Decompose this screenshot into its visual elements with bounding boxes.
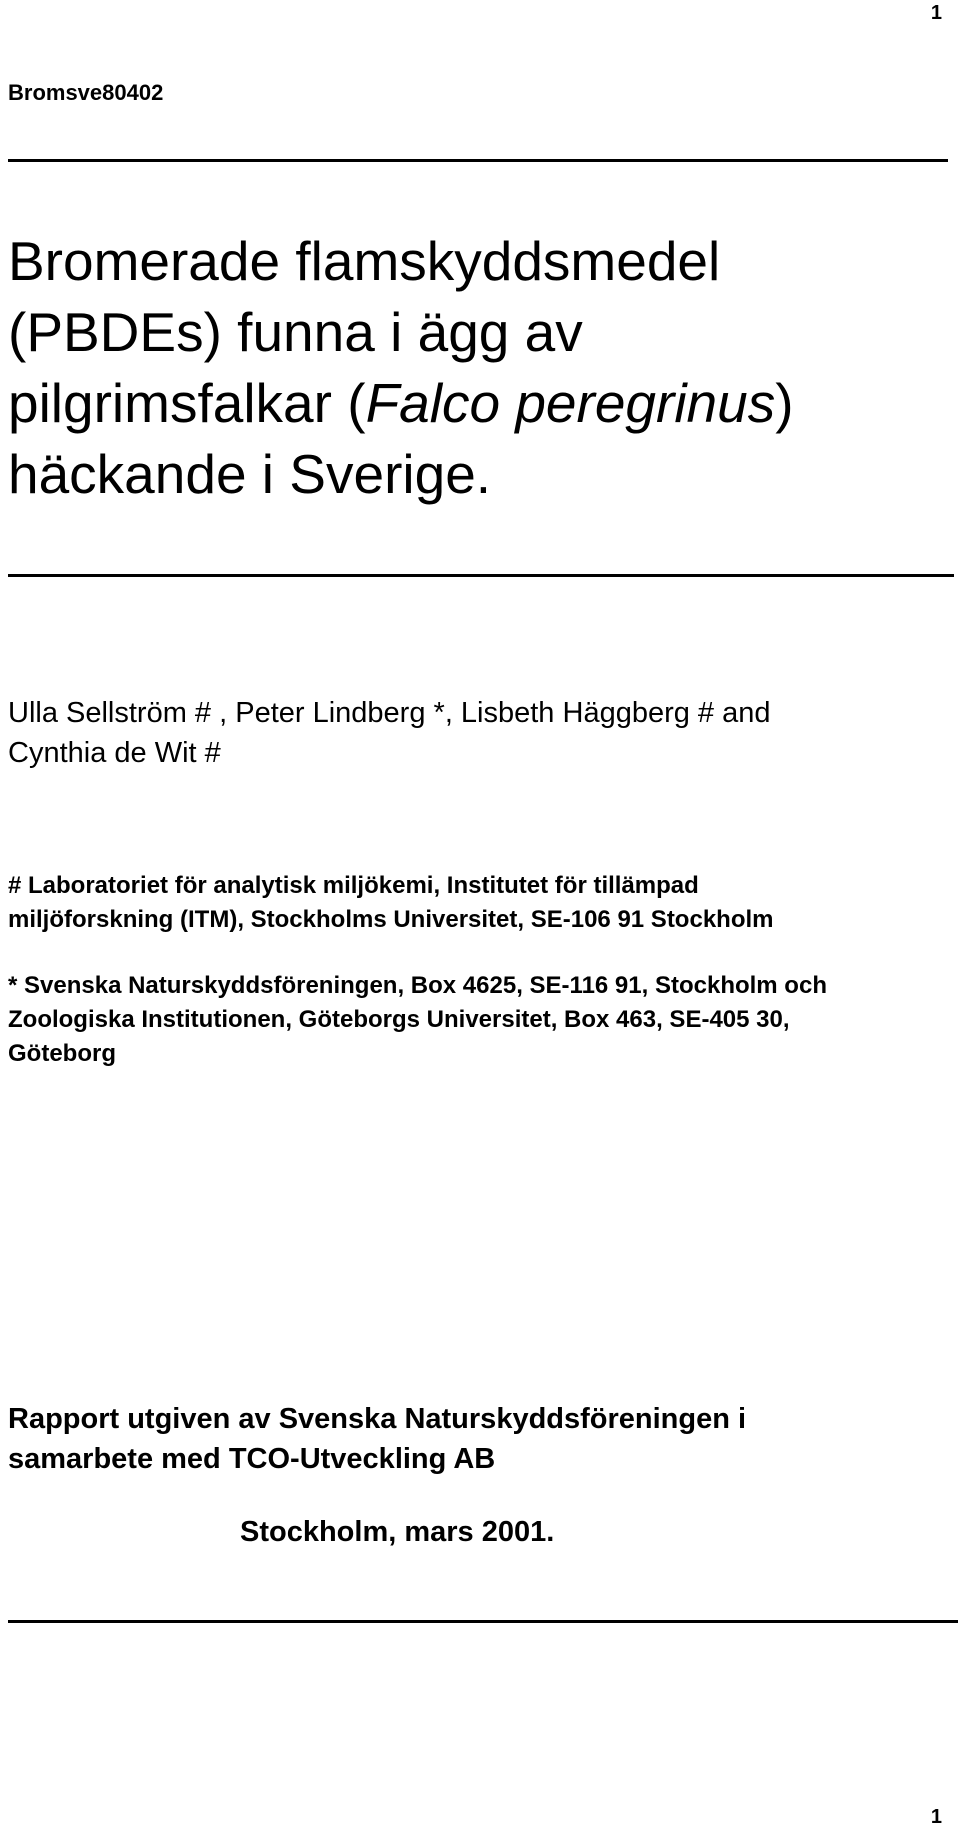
report-code: Bromsve80402 xyxy=(8,80,164,105)
title-line-2: (PBDEs) funna i ägg av xyxy=(8,301,583,363)
affiliation-1-line-1: # Laboratoriet för analytisk miljökemi, Institutet för tillämpad xyxy=(8,872,699,899)
affiliation-itm xyxy=(8,869,953,937)
publisher-line-1: Rapport utgiven av Svenska Naturskyddsföreningen i xyxy=(8,1403,747,1435)
affiliation-2-line-2: Zoologiska Institutionen, Göteborgs Universitet, Box 463, SE-405 30, xyxy=(8,1006,790,1033)
title-line-1: Bromerade flamskyddsmedel xyxy=(8,230,721,292)
author-list xyxy=(8,693,938,773)
document-title xyxy=(8,226,938,510)
affiliation-1-line-2: miljöforskning (ITM), Stockholms Universitet, SE-106 91 Stockholm xyxy=(8,906,774,933)
authors-line-1: Ulla Sellström # , Peter Lindberg *, Lisbeth Häggberg # and xyxy=(8,697,771,729)
publisher-line-2: samarbete med TCO-Utveckling AB xyxy=(8,1443,496,1475)
divider-after-title xyxy=(8,574,954,577)
affiliation-2-line-3: Göteborg xyxy=(8,1040,116,1067)
title-line-4: häckande i Sverige. xyxy=(8,443,492,505)
authors-line-2: Cynthia de Wit # xyxy=(8,737,221,769)
affiliation-snf xyxy=(8,969,953,1071)
title-species-name: Falco peregrinus xyxy=(365,372,776,434)
affiliation-2-line-1: * Svenska Naturskyddsföreningen, Box 4625, SE-116 91, Stockholm och xyxy=(8,972,827,999)
divider-bottom xyxy=(8,1620,958,1623)
place-and-date: Stockholm, mars 2001. xyxy=(240,1516,555,1548)
publisher-statement xyxy=(8,1399,938,1479)
title-line-3-suffix: ) xyxy=(775,372,794,434)
page-number-bottom: 1 xyxy=(930,1806,942,1828)
page-number-top: 1 xyxy=(930,2,942,24)
divider-top xyxy=(8,159,948,162)
title-line-3-prefix: pilgrimsfalkar ( xyxy=(8,372,366,434)
